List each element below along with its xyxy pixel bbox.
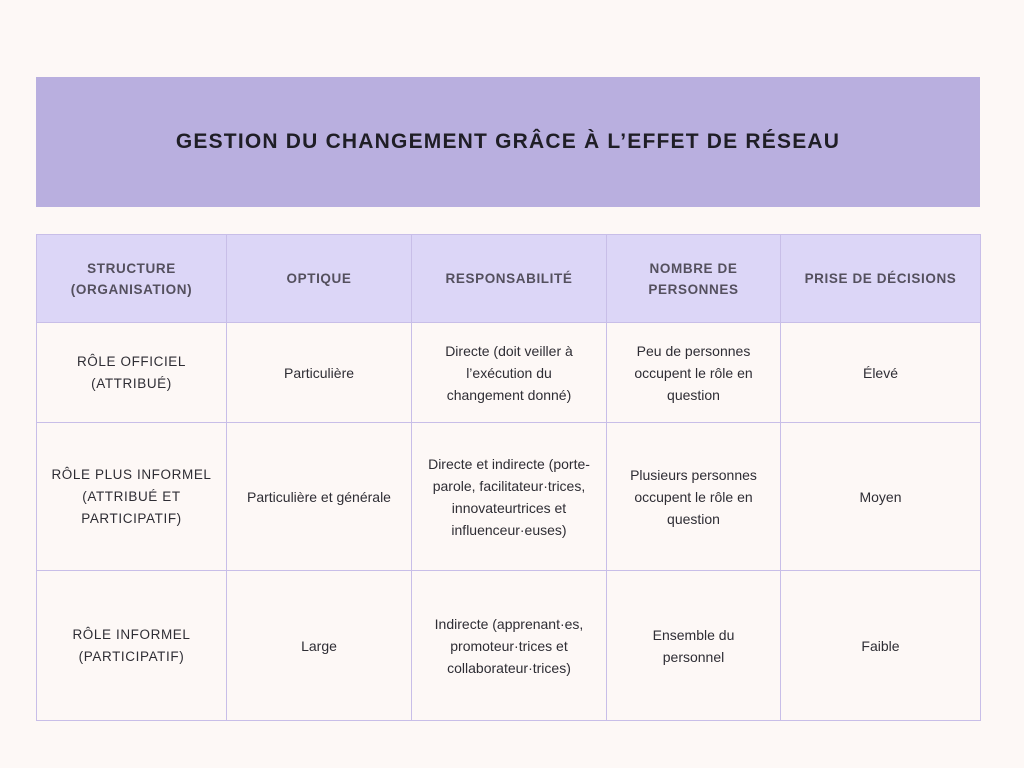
change-management-table-container [36,234,980,721]
table-header-row [37,235,981,323]
cell-prise-de-decisions: Élevé [781,323,981,423]
column-header-prise-de-decisions: PRISE DE DÉCISIONS [781,235,981,323]
cell-responsabilite: Directe (doit veiller à l’exécution du changement donné) [412,323,607,423]
cell-structure: RÔLE OFFICIEL (ATTRIBUÉ) [37,323,227,423]
column-header-responsabilite: RESPONSABILITÉ [412,235,607,323]
column-header-optique: OPTIQUE [227,235,412,323]
cell-optique: Particulière [227,323,412,423]
table-row-role-plus-informel [37,423,981,571]
table-row-role-informel [37,571,981,721]
page-title: GESTION DU CHANGEMENT GRÂCE À L’EFFET DE RÉSEAU [175,130,841,153]
cell-nombre-de-personnes: Ensemble du personnel [607,571,781,721]
cell-optique: Large [227,571,412,721]
cell-structure: RÔLE PLUS INFORMEL (ATTRIBUÉ ET PARTICIPATIF) [37,423,227,571]
table-row-role-officiel [37,323,981,423]
column-header-nombre-de-personnes: NOMBRE DE PERSONNES [607,235,781,323]
column-header-structure: STRUCTURE (ORGANISATION) [37,235,227,323]
cell-prise-de-decisions: Faible [781,571,981,721]
cell-prise-de-decisions: Moyen [781,423,981,571]
cell-nombre-de-personnes: Peu de personnes occupent le rôle en question [607,323,781,423]
cell-structure: RÔLE INFORMEL (PARTICIPATIF) [37,571,227,721]
cell-optique: Particulière et générale [227,423,412,571]
cell-responsabilite: Directe et indirecte (porte-parole, facilitateur·trices, innovateurtrices et influenceur·euses) [412,423,607,571]
title-banner [36,77,980,207]
change-management-table [36,234,981,721]
cell-nombre-de-personnes: Plusieurs personnes occupent le rôle en question [607,423,781,571]
cell-responsabilite: Indirecte (apprenant·es, promoteur·trices et collaborateur·trices) [412,571,607,721]
